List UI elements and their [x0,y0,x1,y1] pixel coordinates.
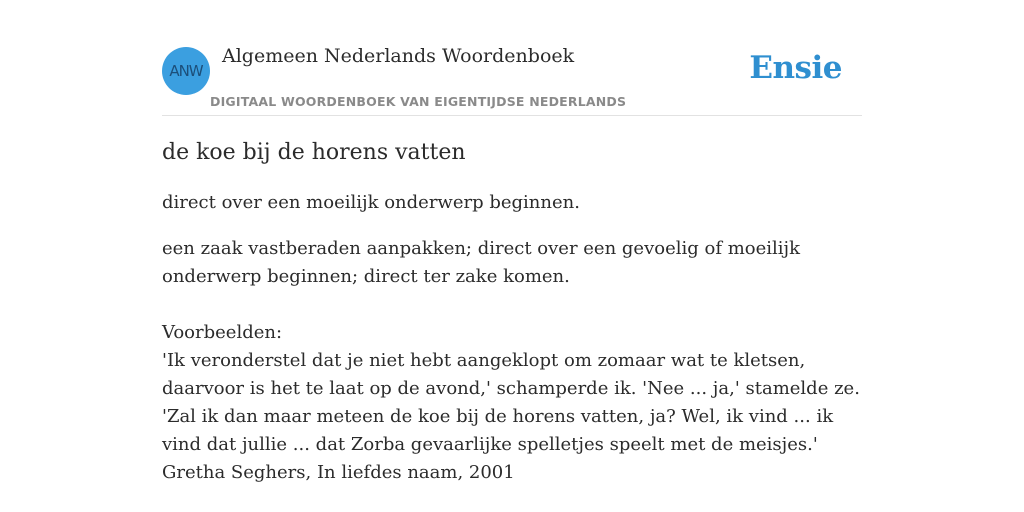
page-container [162,0,862,487]
short-definition: direct over een moeilijk onderwerp beginnen. [162,192,580,213]
ensie-logo[interactable]: Ensie [749,50,842,86]
example-quote: 'Ik veronderstel dat je niet hebt aangeklopt om zomaar wat te kletsen, daarvoor is het te laat op de avond,' schamperde ik. 'Nee ... ja,' stamelde ze. 'Zal ik dan maar meteen de koe bij de horens vatten, ja? Wel, ik vind ... ik vind dat jullie ... dat Zorba gevaarlijke spelletjes speelt met de meisjes.' [162,350,860,455]
example-citation: Gretha Seghers, In liefdes naam, 2001 [162,462,515,483]
entry-term: de koe bij de horens vatten [162,140,466,165]
examples-heading: Voorbeelden: [162,322,283,343]
source-title[interactable]: Algemeen Nederlands Woordenboek [222,45,575,67]
long-definition: een zaak vastberaden aanpakken; direct over een gevoelig of moeilijk onderwerp beginnen; direct ter zake komen. [162,238,801,287]
source-header [162,0,862,116]
source-subtitle: DIGITAAL WOORDENBOEK VAN EIGENTIJDSE NEDERLANDS [210,94,627,109]
anw-logo[interactable]: ANW [162,47,210,95]
